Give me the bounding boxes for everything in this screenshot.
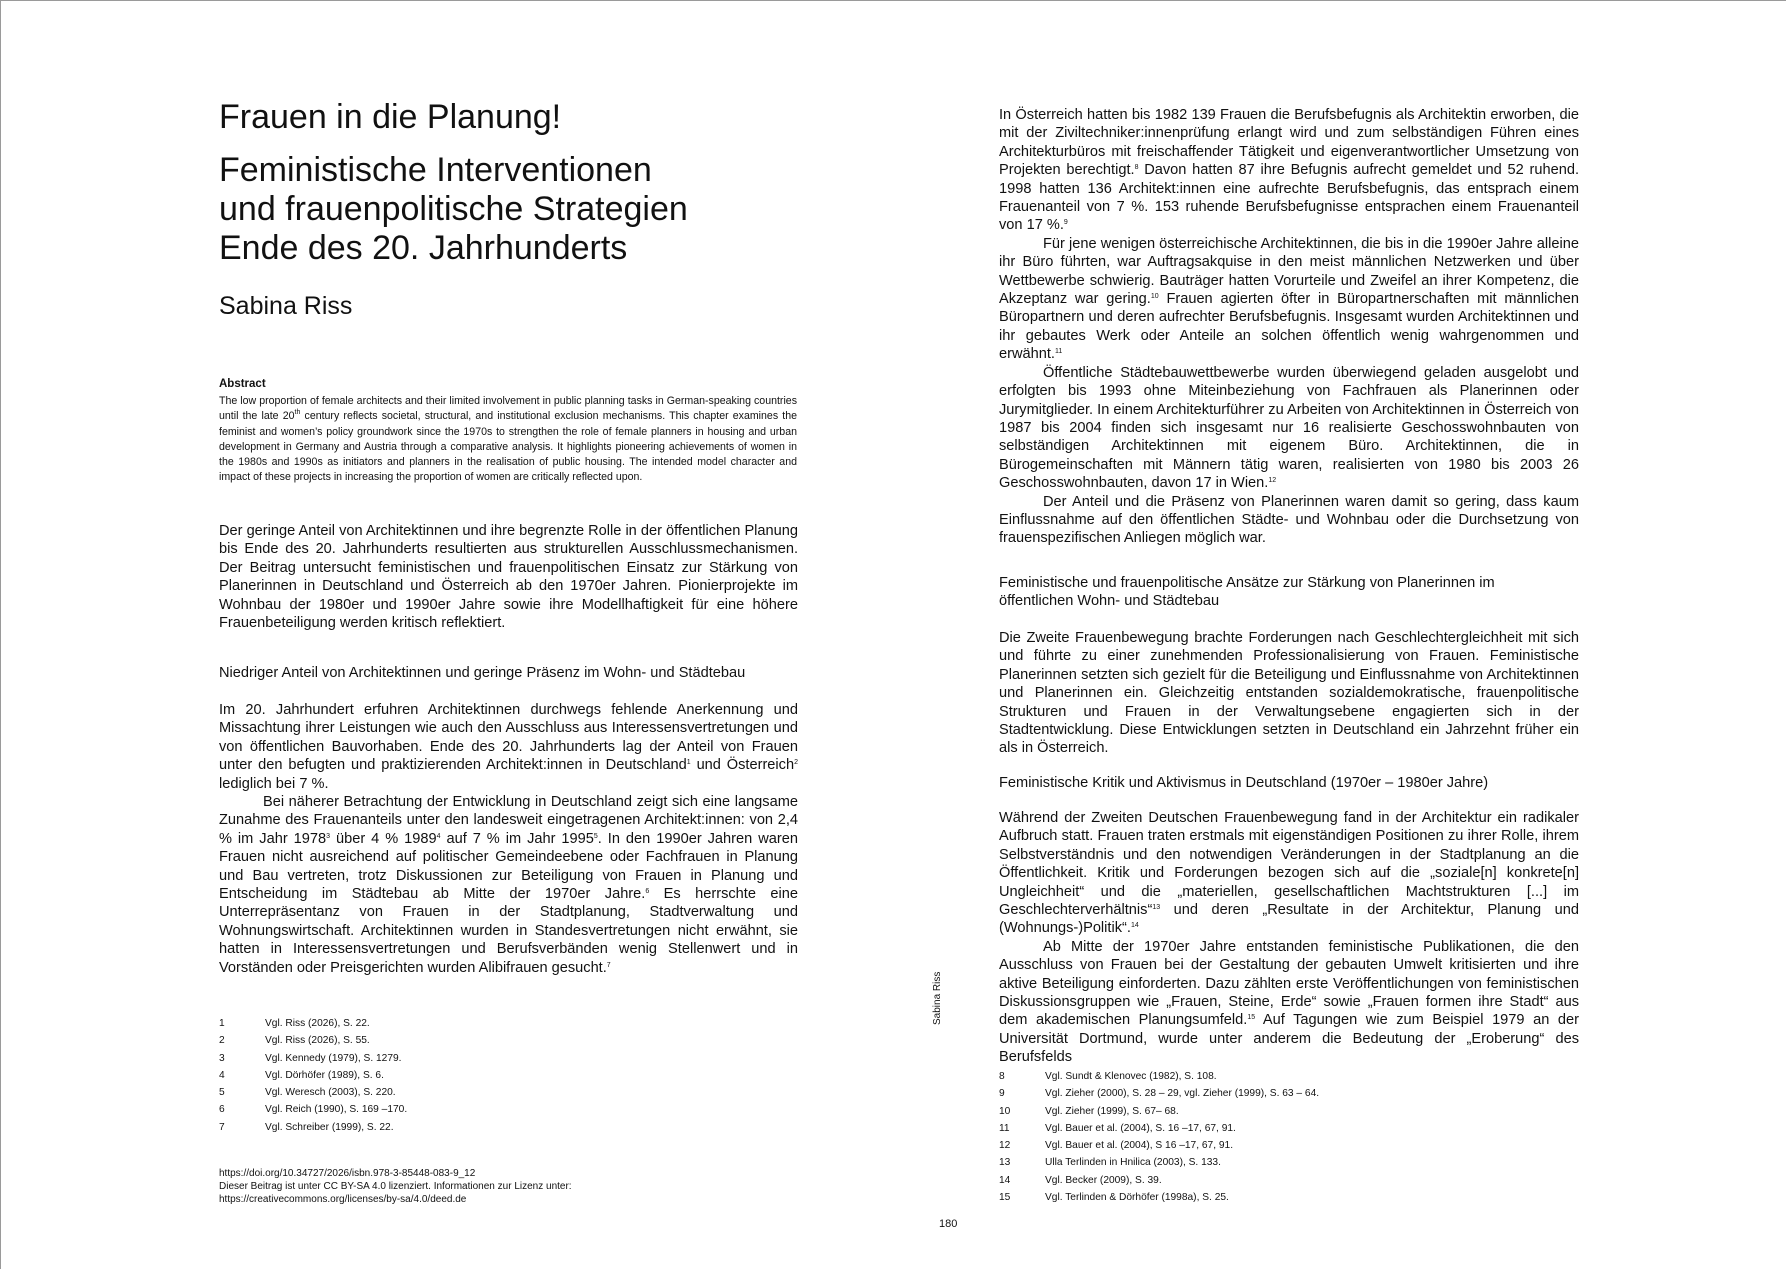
text-run: Es herrschte eine Unterrepräsentanz von Frauen in der Stadtplanung, Stadtverwaltung und Wohnungswirtschaft. Architektinnen wurden in Standesvertretungen nicht erwähnt, sie hatten in Interessensvertretungen und Berufsverbänden wenig Stellenwert und in Vorständen oder Preisgerichten wurden Alibifrauen gesucht. (219, 886, 798, 976)
footnote-ref[interactable]: 14 (1130, 922, 1139, 930)
body-column-left (219, 701, 798, 977)
footnote-text: Vgl. Reich (1990), S. 169 –170. (265, 1104, 408, 1116)
footnote (219, 1015, 779, 1032)
license-text: Dieser Beitrag ist unter CC BY-SA 4.0 lizenziert. Informationen zur Lizenz unter: (219, 1181, 572, 1192)
text-run: Im 20. Jahrhundert erfuhren Architektinnen durchwegs fehlende Anerkennung und Missachtung ihrer Leistungen wie auch den Ausschluss aus Interessensvertretungen und von öffentlichen Bauvorhaben. Ende des 20. Jahrhunderts lag der Anteil von Frauen unter den befugten und praktizierenden Architekt:innen in Deutschland (219, 702, 798, 774)
text-run: In Österreich hatten bis 1982 139 Frauen die Berufsbefugnis als Architektin erworben, die mit der Ziviltechniker:innenprüfung erlangt wird und zum selbständigen Führen eines Architekturbüros mit freischaffender Tätigkeit und eigenverantwortlicher Umsetzung von Projekten berechtigt. (999, 107, 1579, 179)
footnote-text: Vgl. Becker (2009), S. 39. (1045, 1174, 1162, 1186)
license-link[interactable]: https://creativecommons.org/licenses/by-sa/4.0/deed.de (219, 1194, 467, 1205)
footnote-ref[interactable]: 8 (1134, 164, 1139, 172)
footnote-number: 10 (999, 1105, 1011, 1117)
summary-text: Der geringe Anteil von Architektinnen und ihre begrenzte Rolle in der öffentlichen Planung bis Ende des 20. Jahrhunderts resultierten aus strukturellen Ausschlussmechanismen. Der Beitrag untersucht feministischen und frauenpolitischen Einsatz zur Stärkung von Planerinnen in Deutschland und Österreich ab den 1970er Jahren. Pionierprojekte im Wohnbau der 1980er und 1990er Jahre sowie ihre Modellhaftigkeit für eine höhere Frauenbeteiligung werden kritisch reflektiert. (219, 523, 798, 632)
abstract-text-part: The low proportion of female architects and their limited involvement in public planning tasks in German-speaking countries until the late 20 (219, 395, 797, 423)
footnote-ref[interactable]: 3 (326, 832, 331, 840)
abstract-text (219, 394, 797, 486)
footnotes-left (219, 1015, 779, 1136)
abstract-heading: Abstract (219, 378, 266, 390)
footnote (219, 1119, 779, 1136)
abstract-text-part: century reflects societal, structural, and institutional exclusion mechanisms. This chapter examines the feminist and women’s policy groundwork since the 1970s to strengthen the role of female planners in housing and urban development in Germany and Austria through a comparative analysis. It highlights pioneering achievements of women in the 1980s and 1990s as initiators and planners in the realisation of public housing. The intended model character and impact of these projects in increasing the proportion of women are critically reflected upon. (219, 410, 798, 484)
footnote (999, 1068, 1559, 1085)
footnote-ref[interactable]: 7 (606, 961, 611, 969)
footnote (219, 1050, 779, 1067)
text-run: und deren „Resultate in der Architektur, Planung und (Wohnungs-)Politik“. (999, 902, 1579, 937)
author-name: Sabina Riss (219, 292, 353, 320)
footnote (999, 1103, 1559, 1120)
footnote-ref[interactable]: 12 (1268, 477, 1277, 485)
footnote (999, 1085, 1559, 1102)
text-run: Frauen agierten öfter in Büropartnerschaften mit männlichen Büropartnern und deren aufrechter Berufsbefugnis. Insgesamt wurden Architektinnen und ihr gebautes Werk oder Anteile an solchen öffentlich wenig wahrgenommen und erwähnt. (999, 291, 1579, 363)
footnote (999, 1137, 1559, 1154)
footnote-number: 14 (999, 1174, 1011, 1186)
footnote-ref[interactable]: 4 (436, 832, 441, 840)
abstract-sup: th (294, 409, 301, 417)
footnote-text: Vgl. Riss (2026), S. 55. (265, 1035, 370, 1047)
doi-link[interactable]: https://doi.org/10.34727/2026/isbn.978-3-85448-083-9_12 (219, 1168, 476, 1179)
body-paragraph: Der Anteil und die Präsenz von Planerinnen waren damit so gering, dass kaum Einflussnahme auf den öffentlichen Städte- und Wohnbau oder die Durchsetzung von frauenspezifischen Anliegen möglich war. (999, 493, 1579, 547)
doi-license-block (219, 1167, 572, 1206)
text-run: Öffentliche Städtebauwettbewerbe wurden überwiegend geladen ausgelobt und erfolgten bis 1993 ohne Miteinbeziehung von Fachfrauen als Planerinnen oder Jurymitglieder. In einem Architekturführer zu Arbeiten von Architektinnen in Österreich von 1987 bis 2004 finden sich insgesamt nur 16 realisierte Geschosswohnbauten von selbständigen Architektinnen mit eigenem Büro. Architektinnen, die in Bürogemeinschaften mit Männern tätig waren, realisierten von 1980 bis 2003 26 Geschosswohnbauten, davon 17 in Wien. (999, 364, 1579, 492)
footnote-number: 13 (999, 1157, 1011, 1169)
page-number: 180 (939, 1218, 958, 1230)
text-run: Für jene wenigen österreichische Architektinnen, die bis in die 1990er Jahre alleine ihr Büro führten, war Auftragsakquise in den meist männlichen Netzwerken und über Wettbewerbe schwierig. Bauträger hatten Vorurteile und Zweifel an ihrer Kompetenz, die Akzeptanz war gering. (999, 235, 1579, 308)
text-run: über 4 % 1989 (330, 830, 437, 847)
footnote (219, 1032, 779, 1049)
summary-paragraph (219, 522, 798, 632)
body-paragraph: Die Zweite Frauenbewegung brachte Forderungen nach Geschlechtergleichheit mit sich und führte zu einer zunehmenden Professionalisierung von Frauen. Feministische Planerinnen setzten sich gezielt für die Beteiligung und Einflussnahme von Architektinnen und Planerinnen ein. Gleichzeitig entstanden sozialdemokratische, frauenpolitische Strukturen und Frauen in der Verwaltungsebene engagierten sich in der Stadtentwicklung. Diese Entwicklungen setzten in Deutschland ein Jahrzehnt früher ein als in Österreich. (999, 630, 1579, 757)
body-paragraph (999, 106, 1579, 235)
footnote-number: 11 (999, 1122, 1010, 1134)
footnote-number: 4 (219, 1069, 225, 1081)
footnote-number: 15 (999, 1192, 1011, 1204)
text-run: Bei näherer Betrachtung der Entwicklung in Deutschland zeigt sich eine langsame Zunahme des Frauenanteils unter den landesweit eingetragenen Architekt:innen: von 2,4 % im Jahr 1978 (219, 794, 798, 847)
footnote-text: Vgl. Weresch (2003), S. 220. (265, 1087, 396, 1099)
footnote-number: 7 (219, 1121, 225, 1133)
footnote-ref[interactable]: 9 (1063, 219, 1068, 227)
running-head: Sabina Riss (932, 971, 943, 1025)
footnote (999, 1172, 1559, 1189)
footnote-ref[interactable]: 2 (794, 759, 798, 767)
text-run: und Österreich (690, 757, 795, 774)
footnote-number: 2 (219, 1035, 225, 1047)
section-heading: Feministische und frauenpolitische Ansätze zur Stärkung von Planerinnen im öffentlichen Wohn- und Städtebau (999, 575, 1495, 610)
section-heading: Niedriger Anteil von Architektinnen und geringe Präsenz im Wohn- und Städtebau (219, 665, 746, 681)
text-run: Auf Tagungen wie zum Beispiel 1979 an der Universität Dortmund, wurde unter anderem die Bedeutung der „Eroberung“ des Berufsfelds (999, 1012, 1579, 1066)
footnote-ref[interactable]: 1 (686, 759, 691, 767)
footnote-ref[interactable]: 6 (645, 888, 650, 896)
footnote (999, 1154, 1559, 1171)
footnotes-right (999, 1068, 1559, 1206)
body-paragraph (999, 235, 1579, 364)
footnote-ref[interactable]: 13 (1152, 904, 1161, 912)
body-column-right-mid (999, 629, 1579, 758)
body-column-right-top (999, 106, 1579, 548)
footnote-text: Vgl. Riss (2026), S. 22. (265, 1018, 370, 1029)
body-paragraph (219, 701, 798, 793)
footnote-text: Vgl. Kennedy (1979), S. 1279. (265, 1052, 402, 1064)
footnote-text: Vgl. Bauer et al. (2004), S 16 –17, 67, 91. (1045, 1140, 1234, 1152)
footnote-text: Vgl. Schreiber (1999), S. 22. (265, 1121, 394, 1133)
footnote-text: Vgl. Terlinden & Dörhöfer (1998a), S. 25. (1045, 1192, 1229, 1204)
text-run: Ab Mitte der 1970er Jahre entstanden feministische Publikationen, die den Ausschluss von Frauen bei der Gestaltung der gebauten Umwelt kritisierten und ihre aktive Beteiligung einforderten. Dazu zählten erste Veröffentlichungen von feministischen Diskussionsgruppen wie „Frauen, Steine, Erde“ sowie „Frauen formen ihre Stadt“ aus dem akademischen Planungsumfeld. (999, 938, 1579, 1029)
footnote-number: 8 (999, 1071, 1005, 1082)
footnote-text: Vgl. Zieher (1999), S. 67– 68. (1045, 1105, 1179, 1117)
footnote-text: Vgl. Bauer et al. (2004), S. 16 –17, 67, 91. (1045, 1122, 1236, 1134)
footnote (999, 1120, 1559, 1137)
footnote-text: Vgl. Zieher (2000), S. 28 – 29, vgl. Zieher (1999), S. 63 – 64. (1045, 1088, 1320, 1100)
footnote (219, 1084, 779, 1101)
subtitle-line: Ende des 20. Jahrhunderts (219, 229, 628, 267)
subtitle-line: und frauenpolitische Strategien (219, 190, 688, 228)
text-run: Während der Zweiten Deutschen Frauenbewegung fand in der Architektur ein radikaler Aufbruch statt. Frauen traten erstmals mit eigenständigen Positionen zu ihrer Rolle, ihrem Selbstverständnis und den notwendigen Veränderungen in der Stadtplanung an die Öffentlichkeit. Kritik und Forderungen bezogen sich auf die „soziale[n] konkrete[n] Ungleichheit“ und die „materiellen, gesellschaftlichen Machtstrukturen [...] im Geschlechterverhältnis“ (999, 810, 1579, 919)
footnote-text: Vgl. Dörhöfer (1989), S. 6. (265, 1069, 384, 1081)
left-page (1, 1, 894, 1270)
body-paragraph (999, 938, 1579, 1067)
footnote-number: 1 (219, 1018, 225, 1029)
body-paragraph (999, 809, 1579, 938)
footnote-number: 6 (219, 1104, 225, 1116)
text-run: Davon hatten 87 ihre Befugnis aufrecht gemeldet und 52 ruhend. 1998 hatten 136 Architekt:innen eine aufrechte Berufsbefugnis, das entsprach einem Frauenanteil von 7 %. 153 ruhende Berufsbefugnisse entsprachen einem Frauenanteil von 17 %. (999, 162, 1579, 234)
footnote-number: 3 (219, 1052, 225, 1064)
text-run: auf 7 % im Jahr 1995 (440, 830, 594, 847)
footnote-ref[interactable]: 5 (593, 832, 598, 840)
section-heading: Feministische Kritik und Aktivismus in Deutschland (1970er – 1980er Jahre) (999, 775, 1489, 791)
footnote-ref[interactable]: 11 (1054, 348, 1063, 356)
footnote-ref[interactable]: 15 (1247, 1014, 1256, 1022)
footnote-number: 9 (999, 1088, 1005, 1100)
footnote (999, 1189, 1559, 1206)
article-subtitle (219, 151, 779, 268)
body-paragraph (999, 364, 1579, 493)
text-run: . In den 1990er Jahren waren Frauen nicht ausreichend auf politischer Gemeindeebene oder Fachfrauen in Planung und Bau vertreten, trotz Diskussionen zur Beteiligung von Frauen in Planung und Entscheidung im Städtebau ab Mitte der 1970er Jahre. (219, 830, 798, 903)
footnote-text: Ulla Terlinden in Hnilica (2003), S. 133. (1045, 1157, 1221, 1169)
subtitle-line: Feministische Interventionen (219, 151, 652, 189)
footnote-number: 12 (999, 1140, 1011, 1152)
footnote-number: 5 (219, 1087, 225, 1099)
body-column-right-bottom (999, 809, 1579, 1067)
text-run: lediglich bei 7 %. (219, 775, 329, 792)
article-title: Frauen in die Planung! (219, 98, 562, 136)
footnote (219, 1101, 779, 1118)
footnote (219, 1067, 779, 1084)
footnote-ref[interactable]: 10 (1150, 293, 1159, 301)
right-page (894, 1, 1786, 1270)
footnote-text: Vgl. Sundt & Klenovec (1982), S. 108. (1045, 1071, 1217, 1082)
body-paragraph (219, 793, 798, 977)
